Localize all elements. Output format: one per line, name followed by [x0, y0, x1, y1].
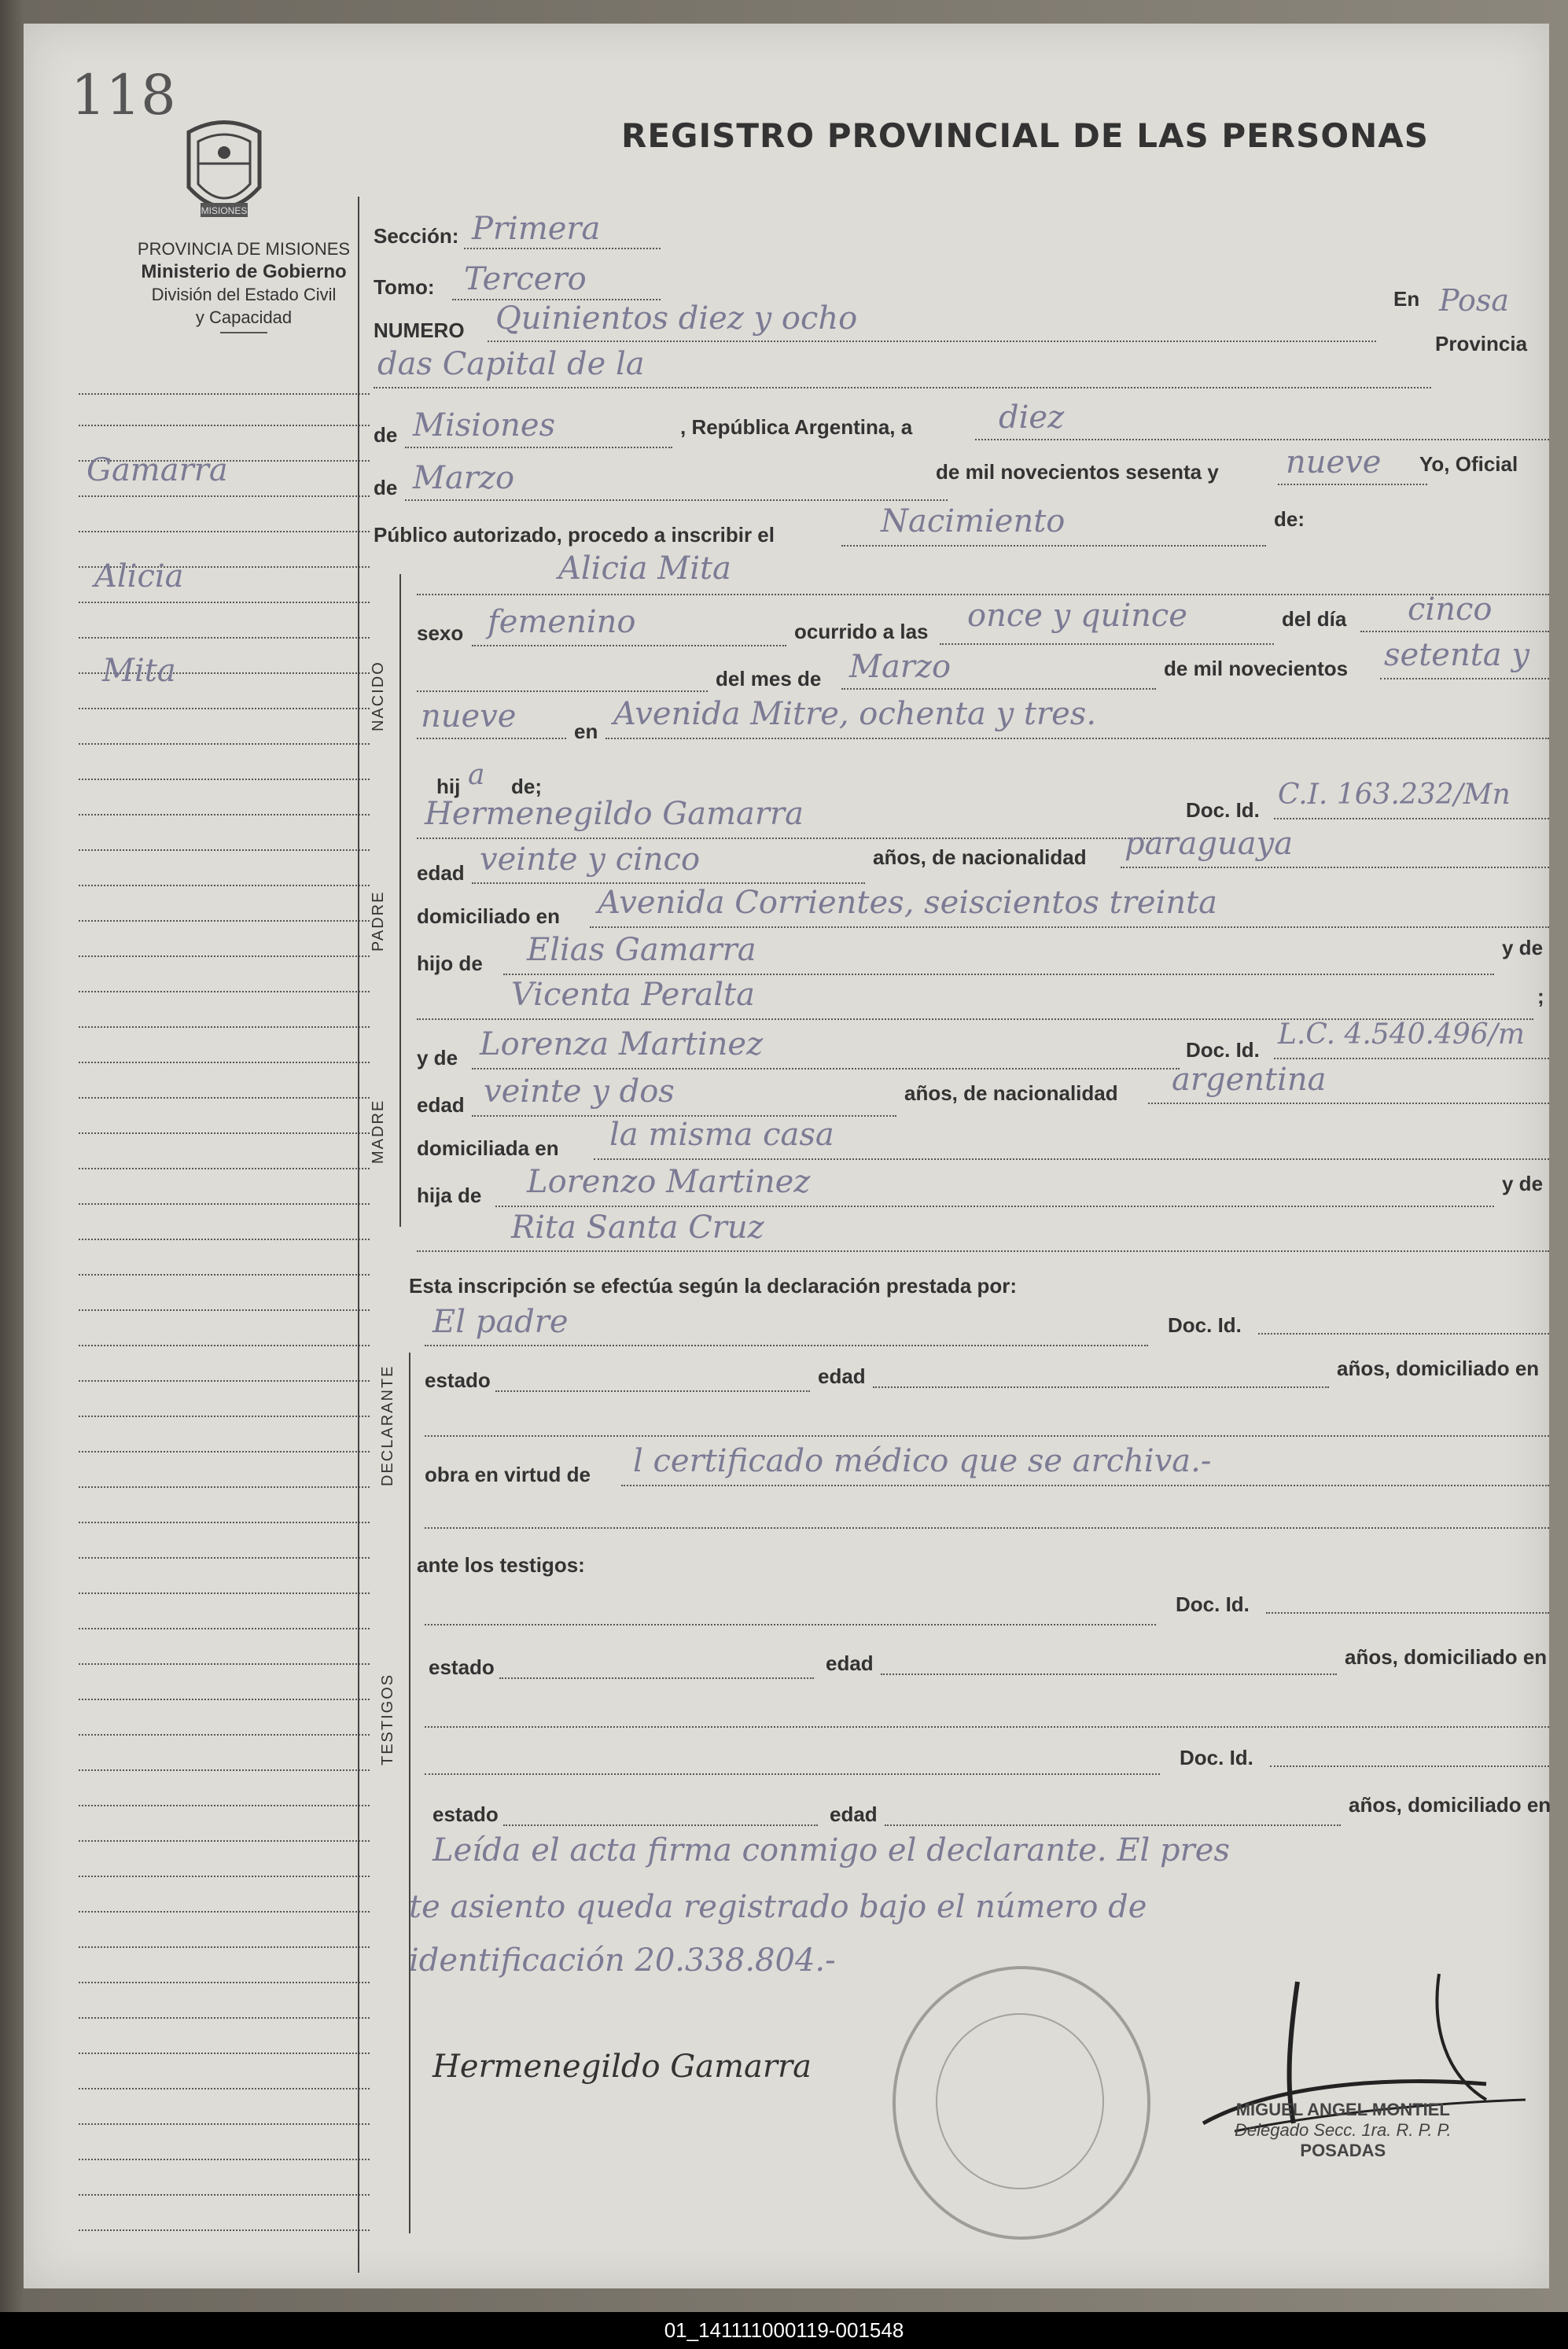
official-role: Delegado Secc. 1ra. R. P. P. — [1235, 2120, 1452, 2140]
label-testigo-2-edad: edad — [830, 1802, 878, 1826]
field-lugar-nac: Avenida Mitre, ochenta y tres. — [613, 696, 1097, 732]
label-declarante-doc: Doc. Id. — [1168, 1313, 1242, 1337]
line-testigo-2-estado — [503, 1824, 818, 1826]
margin-line — [79, 1026, 370, 1028]
margin-line — [79, 1416, 370, 1417]
margin-line — [79, 2194, 370, 2196]
margin-line — [79, 708, 370, 709]
section-border-nacido-madre — [399, 574, 401, 1227]
label-del-dia: del día — [1282, 607, 1347, 631]
margin-line — [79, 1522, 370, 1523]
margin-line — [79, 2053, 370, 2054]
line-testigo-1-dom — [425, 1726, 1549, 1728]
line-testigo-1-estado — [499, 1677, 814, 1679]
margin-line — [79, 393, 370, 395]
label-padre-doc: Doc. Id. — [1186, 798, 1260, 822]
label-sesenta: de mil novecientos sesenta y — [936, 460, 1219, 484]
field-madre-doc: L.C. 4.540.496/m — [1278, 1018, 1525, 1051]
line-anio-nac-2 — [417, 738, 566, 739]
label-madre-nac: años, de nacionalidad — [904, 1081, 1118, 1105]
line-testigo-1-edad — [881, 1673, 1337, 1675]
margin-line — [79, 1274, 370, 1276]
official-round-stamp-inner — [936, 2013, 1104, 2189]
margin-line — [79, 2159, 370, 2160]
note-line-3: identificación 20.338.804.- — [409, 1942, 836, 1979]
label-padre-hijo-de: hijo de — [417, 952, 483, 975]
line-hora — [940, 643, 1274, 645]
label-de-colon: de: — [1274, 507, 1305, 531]
margin-line — [79, 425, 370, 426]
note-line-2: te asiento queda registrado bajo el número de — [409, 1889, 1147, 1925]
field-madre-hija-de: Lorenzo Martinez — [527, 1164, 811, 1200]
label-del-mes: del mes de — [716, 667, 822, 690]
field-dia: diez — [999, 399, 1065, 436]
line-madre-nac — [1148, 1103, 1549, 1104]
margin-line — [79, 849, 370, 851]
province-line: PROVINCIA DE MISIONES — [137, 239, 351, 259]
label-testigo-1-doc: Doc. Id. — [1176, 1592, 1250, 1616]
label-declarante: DECLARANTE — [379, 1364, 396, 1486]
line-declarante-dom — [425, 1435, 1549, 1437]
image-identifier: 01_141111000119-001548 — [0, 2312, 1568, 2349]
label-sexo: sexo — [417, 621, 464, 645]
field-mes: Marzo — [413, 460, 515, 496]
label-padre-y-de: y de — [1502, 936, 1544, 959]
label-ocurrido: ocurrido a las — [794, 620, 929, 643]
line-madre-hija-de — [495, 1206, 1494, 1207]
margin-line — [79, 637, 370, 639]
line-testigo-2-doc — [1270, 1765, 1549, 1767]
label-obra: obra en virtud de — [425, 1463, 591, 1486]
label-hij: hij — [436, 775, 461, 798]
margin-line — [79, 1769, 370, 1771]
field-padre-y-de: Vicenta Peralta — [511, 977, 755, 1013]
line-declarante-estado — [495, 1390, 810, 1392]
line-lugar — [374, 387, 1431, 388]
field-obra: l certificado médico que se archiva.- — [633, 1443, 1212, 1479]
line-obra-2 — [425, 1527, 1549, 1529]
margin-line — [79, 2229, 370, 2231]
field-anio-nac-1: setenta y — [1384, 637, 1529, 673]
label-de-provincia: de — [374, 423, 398, 447]
margin-line — [79, 531, 370, 532]
margin-line — [79, 1628, 370, 1629]
label-madre-dom: domiciliada en — [417, 1136, 559, 1160]
label-madre-hija-de: hija de — [417, 1184, 482, 1207]
margin-line — [79, 1132, 370, 1134]
field-en: Posa — [1439, 283, 1510, 318]
line-declarante-edad — [873, 1386, 1329, 1388]
field-padre-dom: Avenida Corrientes, seiscientos treinta — [598, 885, 1218, 921]
label-declarante-dom: años, domiciliado en — [1337, 1357, 1540, 1380]
field-acto: Nacimiento — [881, 503, 1066, 539]
line-madre-y-de — [417, 1250, 1549, 1252]
note-line-1: Leída el acta firma conmigo el declarante. El pres — [432, 1832, 1230, 1869]
margin-line — [79, 1062, 370, 1063]
label-numero: NUMERO — [374, 318, 465, 342]
margin-line — [79, 1451, 370, 1452]
margin-line — [79, 743, 370, 745]
line-blank-nac — [417, 690, 708, 692]
field-mes-nac: Marzo — [849, 649, 951, 685]
label-testigo-1-edad: edad — [826, 1651, 874, 1675]
field-madre: Lorenza Martinez — [480, 1026, 764, 1062]
label-de-mes: de — [374, 476, 398, 499]
margin-line — [79, 1345, 370, 1346]
margin-line — [79, 920, 370, 922]
margin-line — [79, 1486, 370, 1488]
label-yo-oficial: Yo, Oficial — [1419, 452, 1518, 476]
field-hora: once y quince — [967, 598, 1187, 634]
field-lugar: das Capital de la — [377, 346, 645, 382]
line-testigo-1 — [425, 1624, 1156, 1626]
field-padre-nac: paraguaya — [1124, 826, 1294, 862]
label-madre-y-de: y de — [417, 1046, 458, 1070]
issuing-authority — [94, 237, 393, 333]
line-madre-doc — [1274, 1058, 1549, 1059]
field-seccion: Primera — [472, 211, 601, 247]
label-publico: Público autorizado, procedo a inscribir el — [374, 523, 775, 547]
label-testigo-2-doc: Doc. Id. — [1180, 1746, 1253, 1769]
label-testigo-2-estado: estado — [432, 1802, 499, 1826]
margin-line — [79, 1699, 370, 1700]
label-padre-edad: edad — [417, 861, 465, 885]
line-dia-nac — [1360, 631, 1549, 632]
margin-line — [79, 495, 370, 497]
line-anio — [1278, 484, 1427, 485]
label-de-mil: de mil novecientos — [1164, 657, 1349, 680]
label-en: En — [1393, 287, 1420, 311]
margin-line — [79, 602, 370, 603]
line-provincia — [405, 447, 672, 448]
margin-line — [79, 1239, 370, 1240]
line-testigo-2-edad — [885, 1824, 1341, 1826]
label-inscripcion: Esta inscripción se efectúa según la declaración prestada por: — [409, 1274, 1018, 1298]
field-madre-dom: la misma casa — [609, 1117, 834, 1153]
field-madre-edad: veinte y dos — [484, 1073, 675, 1110]
ministry-line: Ministerio de Gobierno — [141, 261, 347, 282]
header-rule — [220, 332, 267, 333]
field-numero: Quinientos diez y ocho — [495, 300, 858, 337]
line-padre-nac — [1121, 867, 1549, 868]
line-padre-edad — [472, 882, 865, 884]
line-padre — [417, 838, 1180, 839]
line-mes — [405, 499, 948, 501]
margin-line — [79, 2017, 370, 2019]
line-lugar-nac — [605, 738, 1549, 739]
field-anio-nac-2: nueve — [421, 698, 517, 735]
label-nacido: NACIDO — [370, 661, 387, 731]
margin-line — [79, 1203, 370, 1205]
label-tomo: Tomo: — [374, 275, 435, 299]
line-seccion — [464, 248, 661, 249]
field-tomo: Tercero — [464, 261, 587, 297]
line-obra — [621, 1485, 1549, 1486]
margin-line — [79, 1876, 370, 1877]
margin-line — [79, 1946, 370, 1948]
seal-text: MISIONES — [201, 205, 248, 216]
capacity-line: y Capacidad — [195, 307, 293, 327]
margin-line — [79, 991, 370, 992]
label-declarante-edad: edad — [818, 1364, 866, 1388]
line-nombre — [417, 594, 1549, 595]
field-padre-doc: C.I. 163.232/Mn — [1278, 779, 1511, 811]
document-title: REGISTRO PROVINCIAL DE LAS PERSONAS — [621, 116, 1430, 155]
line-sexo — [472, 645, 786, 646]
margin-line — [79, 955, 370, 957]
margin-line — [79, 779, 370, 780]
label-padre: PADRE — [370, 890, 387, 952]
line-testigo-1-doc — [1266, 1612, 1549, 1614]
margin-line — [79, 885, 370, 886]
label-padre-dom: domiciliado en — [417, 904, 561, 928]
field-padre-hijo-de: Elias Gamarra — [527, 932, 756, 968]
field-declarante: El padre — [432, 1304, 569, 1340]
margin-line — [79, 1840, 370, 1842]
main-left-border — [358, 197, 359, 2273]
label-seccion: Sección: — [374, 224, 459, 248]
line-padre-dom — [590, 926, 1549, 928]
province-seal-icon — [181, 116, 267, 226]
margin-line — [79, 2123, 370, 2125]
line-declarante-doc — [1258, 1333, 1549, 1335]
label-madre-edad: edad — [417, 1093, 465, 1117]
label-declarante-estado: estado — [425, 1368, 491, 1392]
line-testigo-2 — [425, 1773, 1160, 1775]
official-city: POSADAS — [1300, 2141, 1386, 2160]
division-line: División del Estado Civil — [151, 285, 337, 304]
label-testigo-1-dom: años, domiciliado en — [1345, 1645, 1548, 1669]
field-padre: Hermenegildo Gamarra — [425, 796, 804, 832]
line-acto — [841, 545, 1266, 547]
margin-line — [79, 814, 370, 816]
margin-line — [79, 1663, 370, 1665]
line-madre-dom — [594, 1158, 1549, 1160]
margin-line — [79, 1557, 370, 1559]
label-provincia: Provincia — [1435, 332, 1528, 355]
label-testigo-2-dom: años, domiciliado en — [1349, 1793, 1551, 1817]
margin-line — [79, 2088, 370, 2089]
margin-line — [79, 1911, 370, 1913]
label-en-lugar: en — [574, 720, 598, 743]
field-sexo: femenino — [488, 604, 636, 640]
line-madre — [472, 1068, 1180, 1070]
field-provincia: Misiones — [413, 407, 556, 444]
line-anio-nac — [1380, 678, 1549, 679]
label-padre-nac: años, de nacionalidad — [873, 845, 1087, 869]
margin-line — [79, 1380, 370, 1382]
line-dia — [975, 439, 1549, 440]
margin-given-name: Alicia — [94, 558, 184, 595]
folio-number: 118 — [71, 63, 176, 127]
line-mes-nac — [841, 688, 1156, 690]
label-republica: , República Argentina, a — [680, 415, 913, 439]
label-madre: MADRE — [370, 1099, 387, 1164]
margin-line — [79, 1982, 370, 1983]
margin-surname: Gamarra — [86, 452, 228, 488]
label-madre-y-de-2: y de — [1502, 1172, 1544, 1195]
margin-line — [79, 1097, 370, 1099]
label-testigos: ante los testigos: — [417, 1553, 585, 1577]
field-madre-nac: argentina — [1172, 1062, 1327, 1098]
line-padre-doc — [1274, 818, 1549, 819]
label-testigo-1-estado: estado — [429, 1655, 495, 1679]
field-anio: nueve — [1286, 444, 1382, 480]
field-hij-suffix: a — [468, 759, 485, 791]
declarant-signature: Hermenegildo Gamarra — [432, 2049, 812, 2085]
label-madre-doc: Doc. Id. — [1186, 1038, 1260, 1062]
label-semicolon: ; — [1537, 985, 1544, 1008]
field-dia-nac: cinco — [1408, 591, 1493, 628]
margin-line — [79, 1592, 370, 1594]
official-name: MIGUEL ANGEL MONTIEL — [1235, 2100, 1450, 2119]
line-padre-hijo-de — [503, 974, 1494, 975]
line-declarante — [425, 1345, 1148, 1346]
margin-line — [79, 1309, 370, 1311]
label-testigos: TESTIGOS — [379, 1673, 396, 1765]
official-name-stamp — [1235, 2100, 1452, 2161]
margin-line — [79, 1168, 370, 1169]
line-numero — [488, 341, 1376, 342]
label-de-semi: de; — [511, 775, 542, 798]
section-border-declarante-testigos — [409, 1353, 410, 2233]
margin-line — [79, 1805, 370, 1806]
margin-second-name: Mita — [102, 653, 176, 689]
field-padre-edad: veinte y cinco — [480, 841, 701, 878]
document-page — [24, 24, 1549, 2288]
field-madre-y-de: Rita Santa Cruz — [511, 1209, 764, 1246]
margin-line — [79, 1734, 370, 1736]
field-nombre: Alicia Mita — [558, 550, 731, 587]
